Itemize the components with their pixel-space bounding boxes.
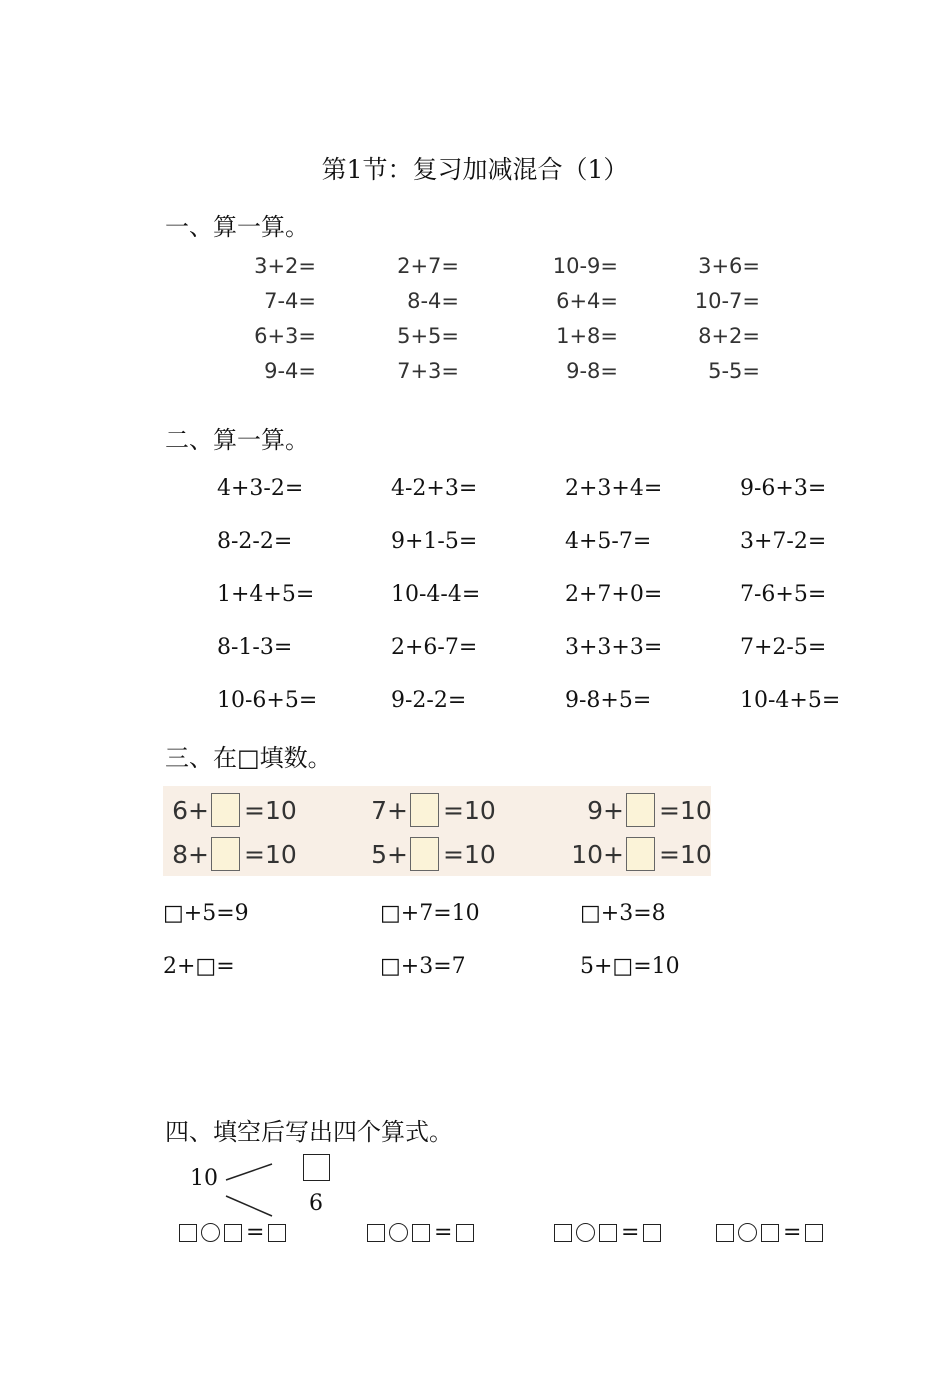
- mixed-operation-problem: 2+6-7=: [391, 635, 478, 660]
- arithmetic-problem: 2+7=: [397, 254, 459, 278]
- arithmetic-problem: 8+2=: [698, 324, 760, 348]
- equation-template: [179, 1220, 286, 1245]
- mixed-operation-problem: 4+3-2=: [217, 476, 304, 501]
- arithmetic-problem: 6+3=: [254, 324, 316, 348]
- fill-box-operand: 9+: [587, 795, 624, 825]
- equation-template: [367, 1220, 474, 1245]
- mixed-operation-problem: 2+7+0=: [565, 582, 663, 607]
- blank-square[interactable]: [456, 1224, 474, 1242]
- answer-box[interactable]: [626, 837, 655, 871]
- mixed-operation-problem: 4+5-7=: [565, 529, 652, 554]
- equals-sign: =: [621, 1220, 640, 1245]
- answer-box[interactable]: [211, 793, 240, 827]
- blank-square[interactable]: [179, 1224, 197, 1242]
- mixed-operation-problem: 9-8+5=: [565, 688, 652, 713]
- mixed-operation-problem: 3+3+3=: [565, 635, 663, 660]
- number-bond-blank-square[interactable]: [303, 1154, 330, 1181]
- mixed-operation-problem: 9+1-5=: [391, 529, 478, 554]
- fill-box-operand: 5+: [371, 839, 408, 869]
- fill-box-result: =10: [659, 839, 712, 869]
- answer-box[interactable]: [211, 837, 240, 871]
- fill-box-operand: 10+: [571, 839, 624, 869]
- arithmetic-problem: 10-9=: [552, 254, 618, 278]
- section-2-heading: 二、算一算。: [165, 426, 309, 454]
- equation-template: [716, 1220, 823, 1245]
- blank-square[interactable]: [643, 1224, 661, 1242]
- mixed-operation-problem: 10-4+5=: [740, 688, 841, 713]
- answer-box[interactable]: [626, 793, 655, 827]
- answer-box[interactable]: [410, 837, 439, 871]
- blank-square[interactable]: [367, 1224, 385, 1242]
- fill-box-operand: 7+: [371, 795, 408, 825]
- fill-square-problem: 5+□=10: [580, 954, 680, 979]
- fill-box-result: =10: [244, 795, 297, 825]
- blank-square[interactable]: [224, 1224, 242, 1242]
- blank-square[interactable]: [412, 1224, 430, 1242]
- arithmetic-problem: 7+3=: [397, 359, 459, 383]
- arithmetic-problem: 5+5=: [397, 324, 459, 348]
- fill-box-result: =10: [443, 795, 496, 825]
- section-4-heading: 四、填空后写出四个算式。: [165, 1118, 453, 1146]
- mixed-operation-problem: 9-6+3=: [740, 476, 827, 501]
- arithmetic-problem: 3+6=: [698, 254, 760, 278]
- fill-box-result: =10: [443, 839, 496, 869]
- fill-square-problem: □+7=10: [380, 901, 480, 926]
- mixed-operation-problem: 10-6+5=: [217, 688, 318, 713]
- fill-square-problem: □+5=9: [163, 901, 249, 926]
- arithmetic-problem: 5-5=: [708, 359, 760, 383]
- mixed-operation-problem: 8-2-2=: [217, 529, 293, 554]
- operator-circle[interactable]: [201, 1223, 220, 1242]
- equals-sign: =: [783, 1220, 802, 1245]
- arithmetic-problem: 9-8=: [566, 359, 618, 383]
- arithmetic-problem: 8-4=: [407, 289, 459, 313]
- fill-square-problem: □+3=7: [380, 954, 466, 979]
- page-title: 第1节：复习加减混合（1）: [321, 155, 629, 184]
- fill-box-result: =10: [659, 795, 712, 825]
- number-bond-total: 10: [190, 1166, 218, 1191]
- mixed-operation-problem: 4-2+3=: [391, 476, 478, 501]
- equals-sign: =: [434, 1220, 453, 1245]
- blank-square[interactable]: [268, 1224, 286, 1242]
- mixed-operation-problem: 2+3+4=: [565, 476, 663, 501]
- arithmetic-problem: 10-7=: [694, 289, 760, 313]
- fill-box-operand: 6+: [172, 795, 209, 825]
- mixed-operation-problem: 8-1-3=: [217, 635, 293, 660]
- blank-square[interactable]: [599, 1224, 617, 1242]
- arithmetic-problem: 9-4=: [264, 359, 316, 383]
- arithmetic-problem: 6+4=: [556, 289, 618, 313]
- arithmetic-problem: 3+2=: [254, 254, 316, 278]
- mixed-operation-problem: 1+4+5=: [217, 582, 315, 607]
- number-bond-part: 6: [309, 1191, 323, 1216]
- operator-circle[interactable]: [738, 1223, 757, 1242]
- equation-template: [554, 1220, 661, 1245]
- mixed-operation-problem: 10-4-4=: [391, 582, 481, 607]
- answer-box[interactable]: [410, 793, 439, 827]
- mixed-operation-problem: 7-6+5=: [740, 582, 827, 607]
- equals-sign: =: [246, 1220, 265, 1245]
- fill-square-problem: 2+□=: [163, 954, 235, 979]
- number-bond-lines: [220, 1158, 280, 1222]
- arithmetic-problem: 7-4=: [264, 289, 316, 313]
- blank-square[interactable]: [805, 1224, 823, 1242]
- mixed-operation-problem: 7+2-5=: [740, 635, 827, 660]
- blank-square[interactable]: [554, 1224, 572, 1242]
- blank-square[interactable]: [761, 1224, 779, 1242]
- mixed-operation-problem: 3+7-2=: [740, 529, 827, 554]
- section-3-heading: 三、在□填数。: [165, 744, 332, 772]
- arithmetic-problem: 1+8=: [556, 324, 618, 348]
- blank-square[interactable]: [716, 1224, 734, 1242]
- operator-circle[interactable]: [576, 1223, 595, 1242]
- mixed-operation-problem: 9-2-2=: [391, 688, 467, 713]
- fill-box-operand: 8+: [172, 839, 209, 869]
- fill-box-result: =10: [244, 839, 297, 869]
- section-1-heading: 一、算一算。: [165, 213, 309, 241]
- fill-square-problem: □+3=8: [580, 901, 666, 926]
- operator-circle[interactable]: [389, 1223, 408, 1242]
